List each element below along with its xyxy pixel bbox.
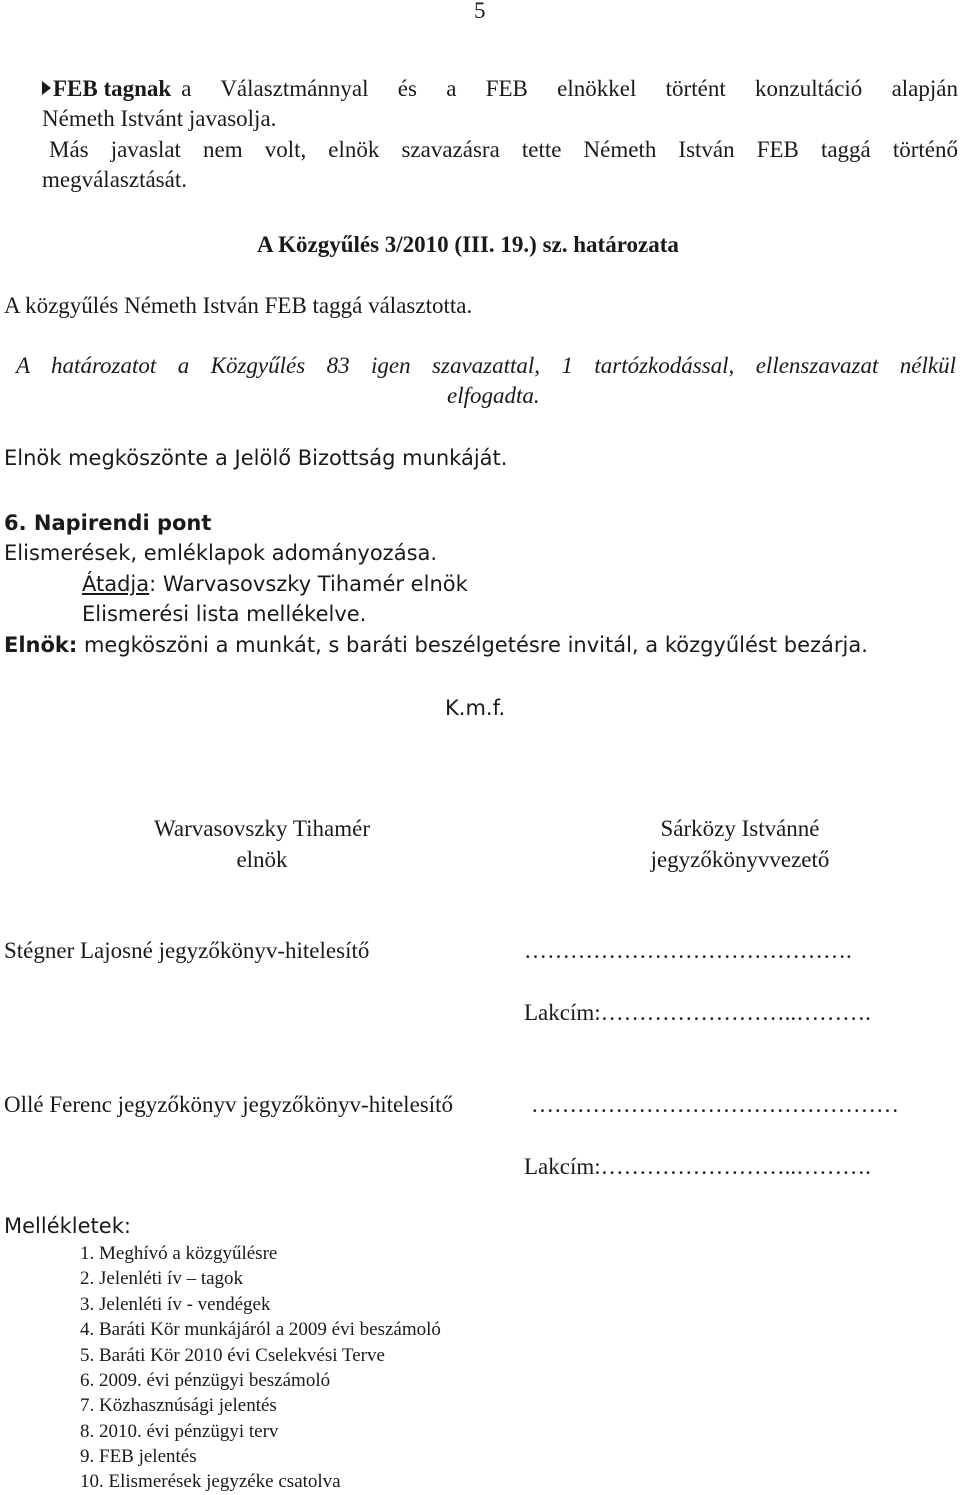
attachment-item: 5. Baráti Kör 2010 évi Cselekvési Terve bbox=[80, 1345, 385, 1366]
agenda-presenter bbox=[82, 572, 468, 596]
resolution-vote-line-2: elfogadta. bbox=[447, 383, 540, 408]
authenticator-1-address: Lakcím:……………………..………. bbox=[524, 1000, 871, 1025]
kmf: K.m.f. bbox=[445, 696, 506, 720]
resolution-text: A közgyűlés Németh István FEB taggá választotta. bbox=[4, 293, 473, 318]
attachment-note: Elismerési lista mellékelve. bbox=[82, 602, 367, 626]
resolution-title: A Közgyűlés 3/2010 (III. 19.) sz. határozata bbox=[257, 232, 679, 257]
attachment-item: 1. Meghívó a közgyűlésre bbox=[80, 1243, 278, 1264]
page-number: 5 bbox=[474, 0, 486, 23]
feb-paragraph-line-3: Más javaslat nem volt, elnök szavazásra tette Németh István FEB taggá történő bbox=[49, 137, 958, 162]
attachment-item: 7. Közhasznúsági jelentés bbox=[80, 1395, 277, 1416]
feb-member-label: FEB tagnak bbox=[53, 76, 172, 101]
attachment-item: 2. Jelenléti ív – tagok bbox=[80, 1268, 244, 1289]
feb-paragraph-start bbox=[42, 76, 171, 102]
bullet-arrow-icon bbox=[42, 81, 51, 95]
signature-left-role: elnök bbox=[236, 847, 288, 872]
attachment-item: 10. Elismerések jegyzéke csatolva bbox=[80, 1471, 341, 1492]
presenter-name: : Warvasovszky Tihamér elnök bbox=[149, 572, 468, 596]
signature-right-name: Sárközy Istvánné bbox=[660, 816, 820, 841]
feb-paragraph-line-4: megválasztását. bbox=[42, 167, 187, 192]
closing-text: megköszöni a munkát, s baráti beszélgetésre invitál, a közgyűlést bezárja. bbox=[77, 633, 868, 657]
attachment-item: 3. Jelenléti ív - vendégek bbox=[80, 1294, 271, 1315]
feb-paragraph-line-2: Németh Istvánt javasolja. bbox=[42, 106, 277, 131]
thanks-statement: Elnök megköszönte a Jelölő Bizottság munkáját. bbox=[4, 446, 508, 470]
closing-statement bbox=[4, 633, 868, 657]
attachment-item: 6. 2009. évi pénzügyi beszámoló bbox=[80, 1370, 331, 1391]
authenticator-2-signature-line: ………………………………………… bbox=[531, 1092, 899, 1117]
feb-paragraph-rest: a Választmánnyal és a FEB elnökkel történt konzultáció alapján bbox=[181, 76, 958, 101]
attachment-item: 4. Baráti Kör munkájáról a 2009 évi beszámoló bbox=[80, 1319, 441, 1340]
authenticator-2-address: Lakcím:……………………..………. bbox=[524, 1154, 871, 1179]
authenticator-1-label: Stégner Lajosné jegyzőkönyv-hitelesítő bbox=[4, 938, 370, 963]
signature-left-name: Warvasovszky Tihamér bbox=[154, 816, 370, 841]
attachments-heading: Mellékletek: bbox=[4, 1214, 131, 1238]
attachment-item: 9. FEB jelentés bbox=[80, 1446, 197, 1467]
attachment-item: 8. 2010. évi pénzügyi terv bbox=[80, 1421, 279, 1442]
closing-label: Elnök: bbox=[4, 633, 78, 657]
agenda-subject: Elismerések, emléklapok adományozása. bbox=[4, 541, 438, 565]
signature-right-role: jegyzőkönyvvezető bbox=[650, 847, 830, 872]
authenticator-2-label: Ollé Ferenc jegyzőkönyv jegyzőkönyv-hitelesítő bbox=[4, 1092, 454, 1117]
presenter-label: Átadja bbox=[82, 572, 150, 596]
resolution-vote-line-1: A határozatot a Közgyűlés 83 igen szavazattal, 1 tartózkodással, ellenszavazat nélkül bbox=[16, 353, 956, 378]
agenda-heading: 6. Napirendi pont bbox=[4, 511, 212, 535]
feb-paragraph-line-1 bbox=[42, 76, 958, 102]
authenticator-1-signature-line: ……………………………………. bbox=[524, 938, 852, 963]
